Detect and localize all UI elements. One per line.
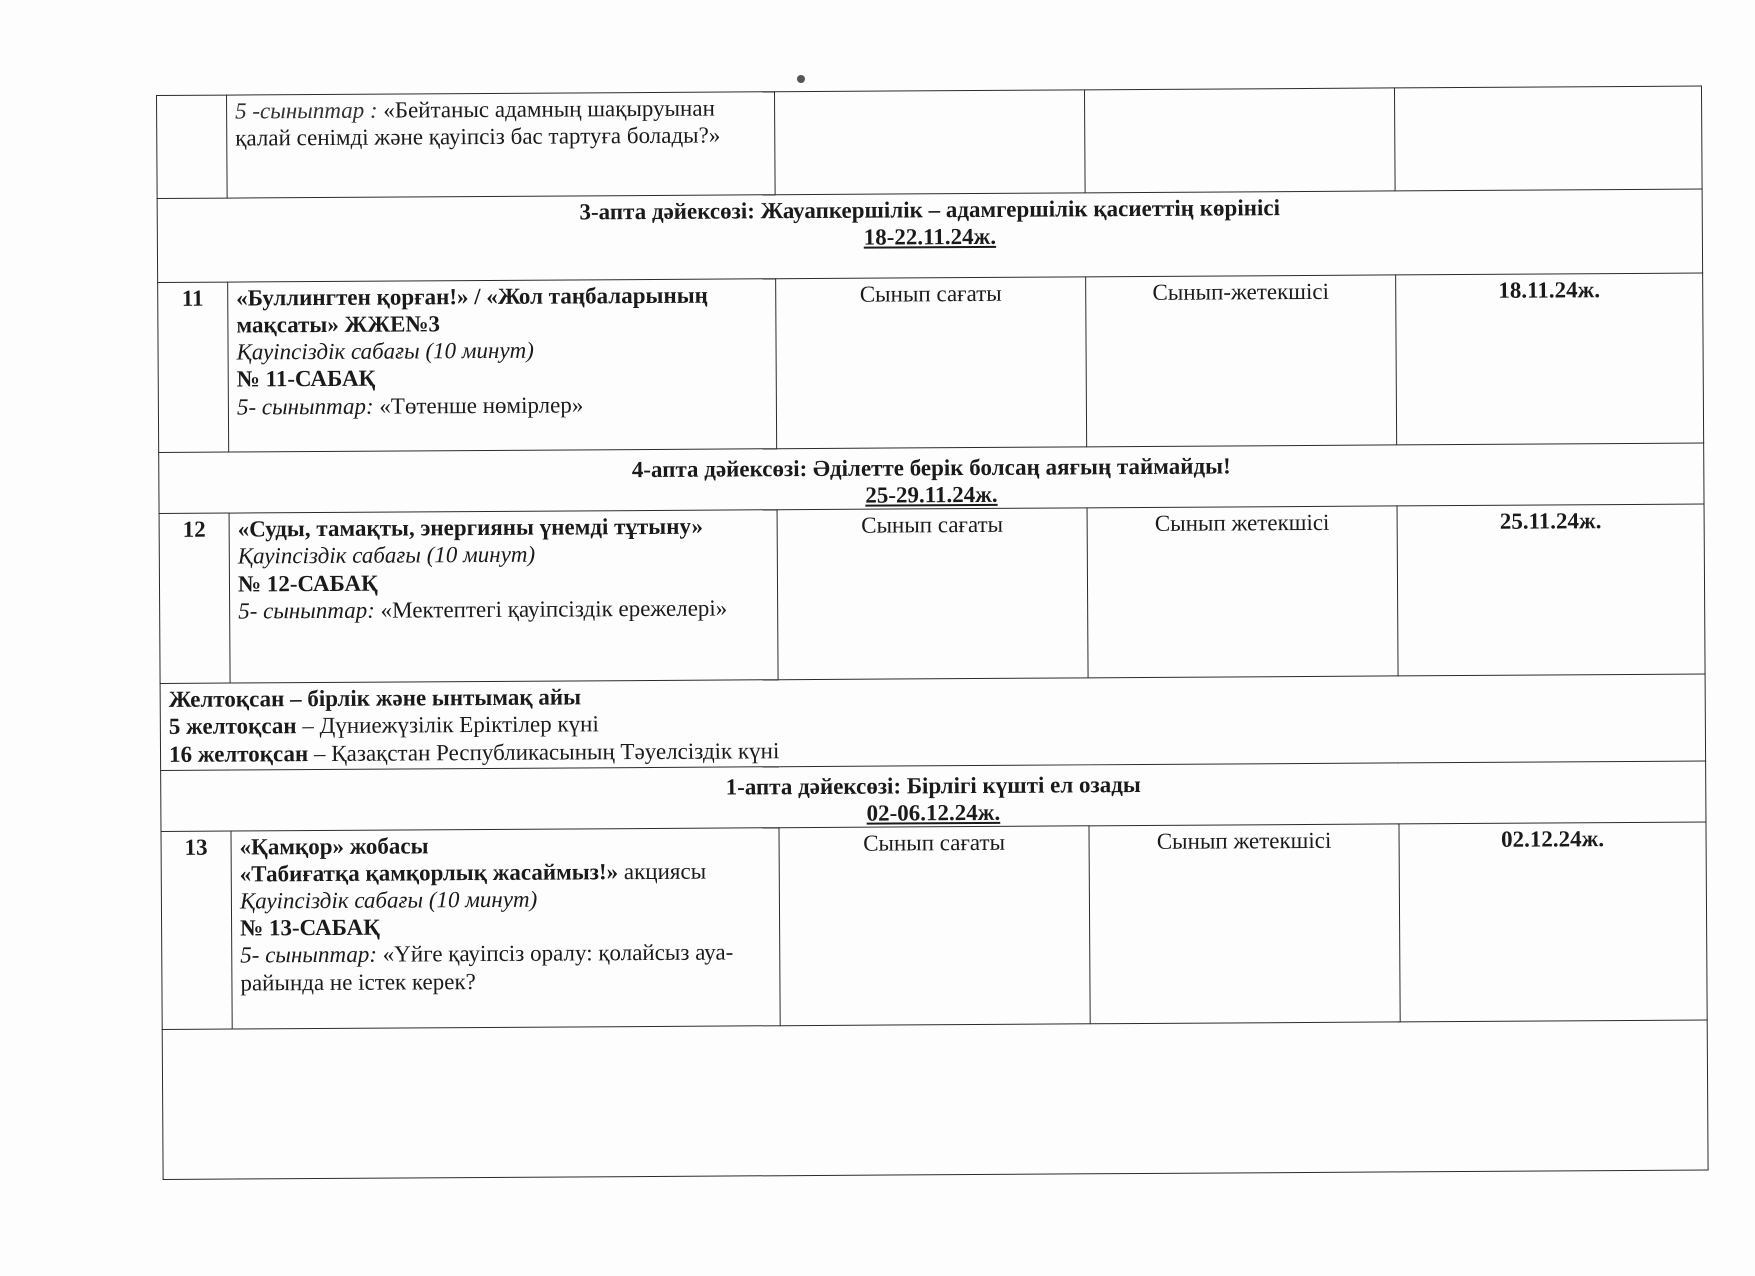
row-number: 12 xyxy=(159,513,230,683)
responsible-cell: Сынып-жетекшісі xyxy=(1086,275,1397,447)
action-suffix: акциясы xyxy=(618,858,707,885)
form-cell: Сынып сағаты xyxy=(776,277,1087,449)
grade-topic: «Үйге қауіпсіз оралу: қолайсыз ауа- райында не істек керек? xyxy=(240,939,734,996)
form-cell xyxy=(774,90,1085,195)
safety-lesson-label: Қауіпсіздік сабағы (10 минут) xyxy=(239,886,538,914)
table-row xyxy=(158,273,1704,452)
topic-text: «Бейтаныс адамның шақыруынан қалай сенімді және қауіпсіз бас тартуға болады?» xyxy=(235,95,721,151)
date-cell xyxy=(1394,86,1702,191)
week-quote: 4-апта дәйексөзі: Әділетте берік болсаң аяғың таймайды! xyxy=(631,453,1231,483)
date-cell: 02.12.24ж. xyxy=(1399,822,1707,1022)
lesson-number: № 12-САБАҚ xyxy=(237,570,378,597)
week-header xyxy=(157,189,1702,282)
grade-topic: «Мектептегі қауіпсіздік ережелері» xyxy=(380,595,728,623)
empty-cell xyxy=(162,1020,1708,1179)
holiday-date: 16 желтоқсан xyxy=(168,740,309,767)
topic-cell xyxy=(231,828,780,1029)
grade-label: 5- сыныптар: xyxy=(238,597,375,624)
month-title: Желтоқсан – бірлік және ынтымақ айы xyxy=(168,684,582,713)
week-header xyxy=(161,761,1706,832)
week-header xyxy=(159,443,1704,514)
week-header-row xyxy=(161,761,1706,832)
date-cell: 18.11.24ж. xyxy=(1396,273,1704,445)
topic-cell xyxy=(227,92,776,198)
lesson-number: № 13-САБАҚ xyxy=(240,914,380,941)
lesson-number: № 11-САБАҚ xyxy=(236,366,376,392)
week-dates: 02-06.12.24ж. xyxy=(866,799,1001,826)
row-number: 11 xyxy=(158,282,229,452)
grade-label: 5- сыныптар: xyxy=(236,393,374,420)
scan-dot xyxy=(797,75,805,83)
topic-cell xyxy=(229,510,778,683)
grade-label: 5 -сыныптар : xyxy=(235,97,378,124)
plan-table xyxy=(156,86,1709,1180)
responsible-cell: Сынып жетекшісі xyxy=(1089,824,1400,1024)
safety-lesson-label: Қауіпсіздік сабағы (10 минут) xyxy=(236,337,534,365)
month-header xyxy=(160,674,1705,770)
table-row xyxy=(157,86,1703,198)
month-row xyxy=(160,674,1705,770)
grade-label: 5- сыныптар: xyxy=(240,942,378,968)
week-header-row xyxy=(159,443,1704,514)
action-title: «Табиғатқа қамқорлық жасаймыз!» xyxy=(239,859,619,887)
empty-row xyxy=(162,1020,1708,1179)
row-number: 13 xyxy=(161,831,232,1029)
project-title: «Қамқор» жобасы xyxy=(239,833,429,860)
holiday-text: – Дүниежүзілік Еріктілер күні xyxy=(296,711,599,739)
safety-lesson-label: Қауіпсіздік сабағы (10 минут) xyxy=(237,542,536,569)
week-dates: 25-29.11.24ж. xyxy=(865,481,998,508)
event-title: «Буллингтен қорған!» / «Жол таңбаларының мақсаты» ЖЖЕ№3 xyxy=(236,282,708,338)
table-row xyxy=(161,822,1707,1029)
week-dates: 18-22.11.24ж. xyxy=(863,223,997,250)
date-cell: 25.11.24ж. xyxy=(1397,504,1705,676)
event-title: «Суды, тамақты, энергияны үнемді тұтыну» xyxy=(237,513,704,542)
num-cell xyxy=(157,95,228,198)
week-header-row xyxy=(157,189,1702,282)
form-cell: Сынып сағаты xyxy=(777,508,1088,680)
holiday-date: 5 желтоқсан xyxy=(168,713,297,740)
grade-topic: «Төтенше нөмірлер» xyxy=(379,391,584,419)
topic-cell xyxy=(228,279,777,452)
table-row xyxy=(159,504,1705,683)
responsible-cell xyxy=(1084,88,1395,193)
week-quote: 1-апта дәйексөзі: Бірлігі күшті ел озады xyxy=(725,771,1141,800)
holiday-text: – Қазақстан Республикасының Тәуелсіздік күні xyxy=(308,737,780,766)
responsible-cell: Сынып жетекшісі xyxy=(1087,506,1398,678)
form-cell: Сынып сағаты xyxy=(779,826,1090,1026)
week-quote: 3-апта дәйексөзі: Жауапкершілік – адамгершілік қасиеттің көрінісі xyxy=(579,195,1281,225)
